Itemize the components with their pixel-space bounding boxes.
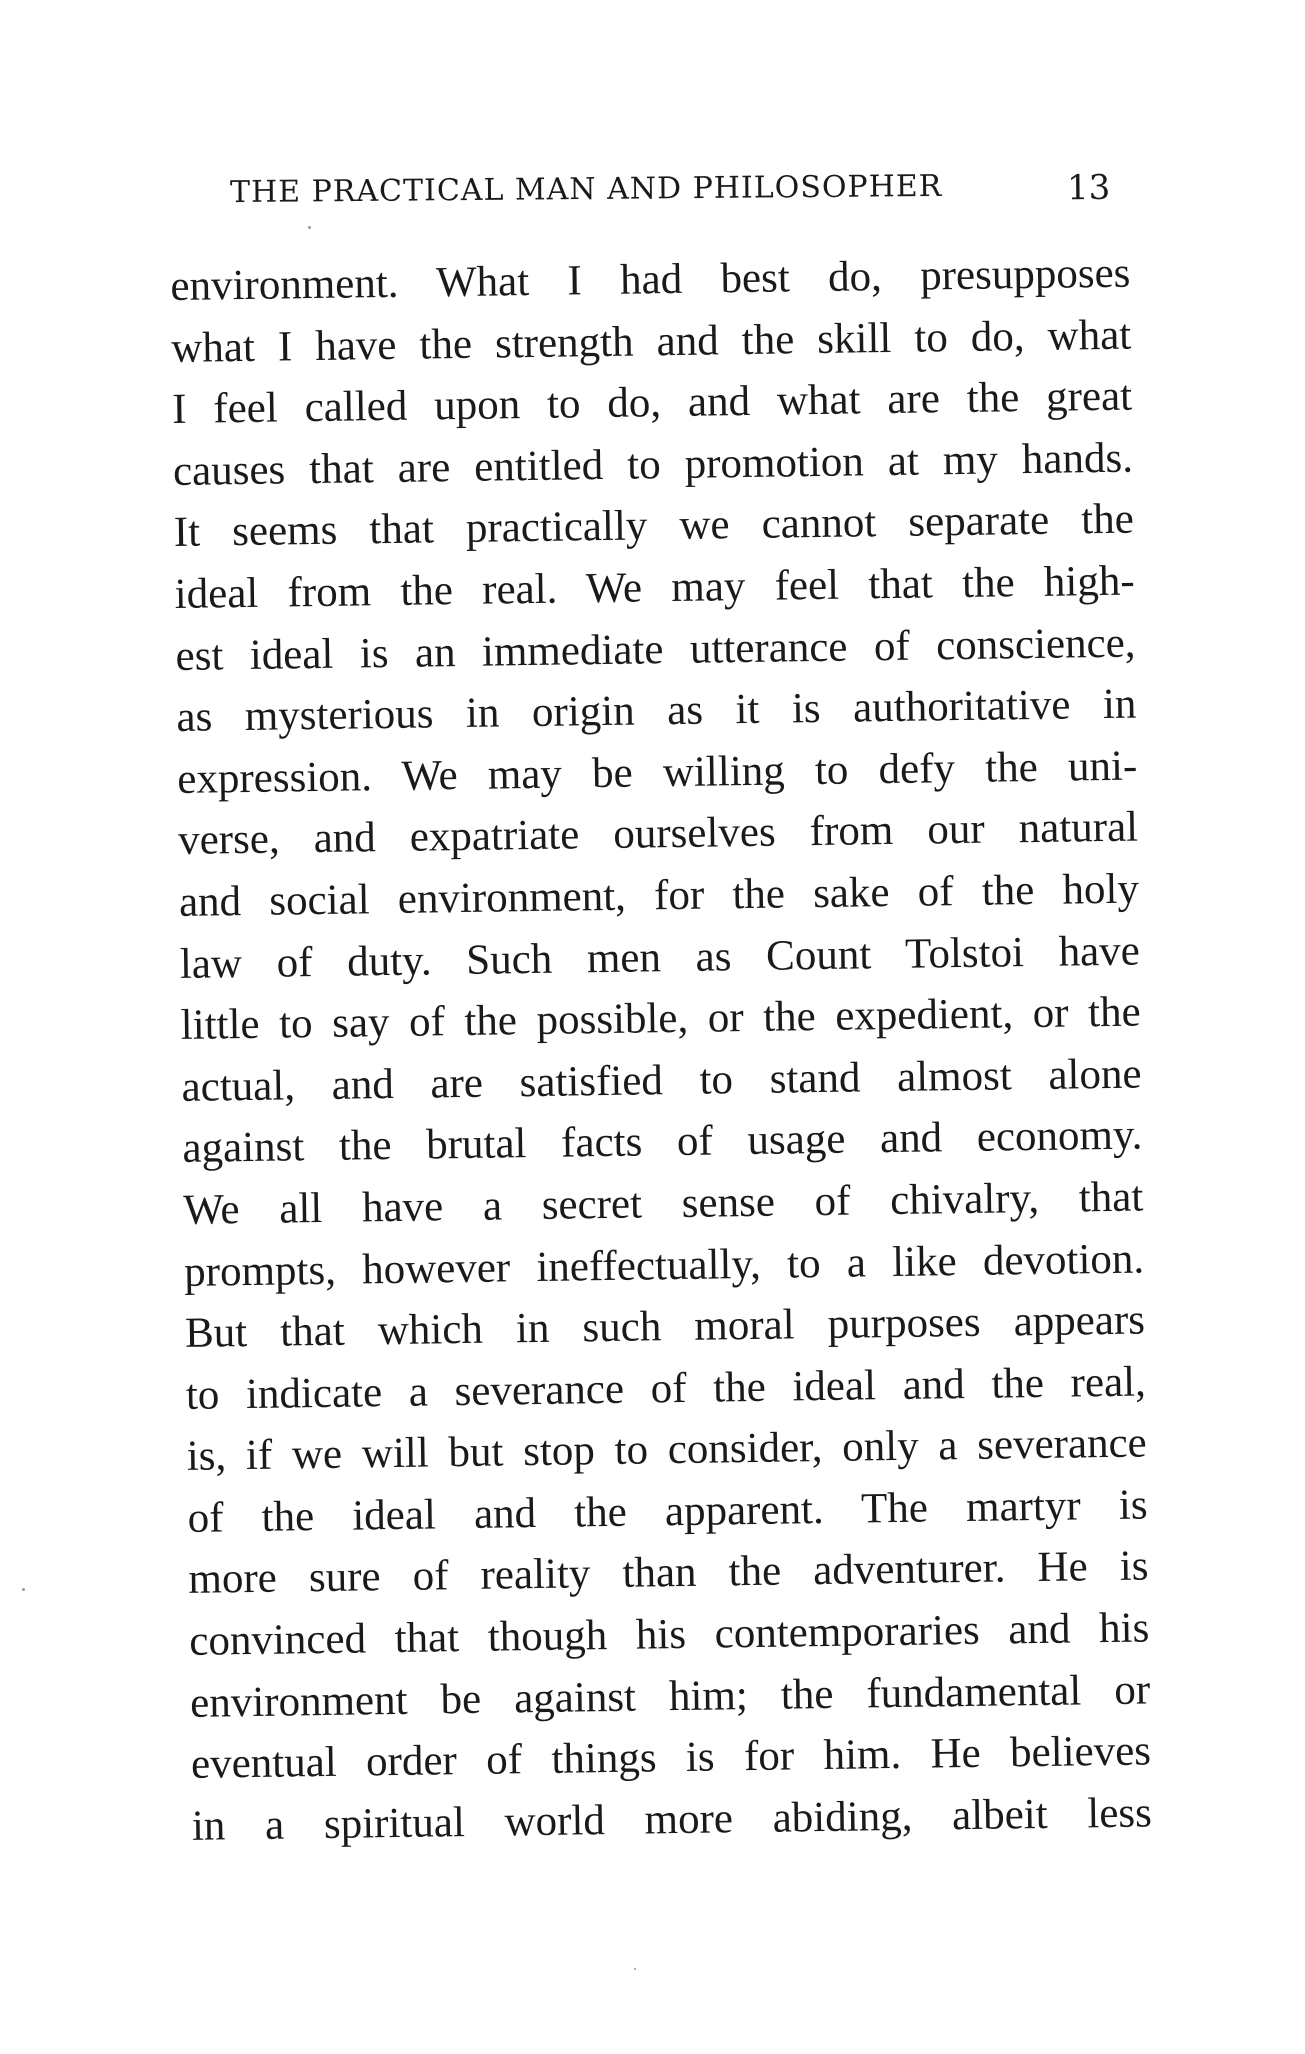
text-line: in a spiritual world more abiding, albeit less xyxy=(191,1789,1153,1850)
text-line: to indicate a severance of the ideal and the real, xyxy=(185,1358,1147,1419)
text-line: law of duty. Such men as Count Tolstoi have xyxy=(179,927,1141,988)
text-line: more sure of reality than the adventurer. He is xyxy=(188,1542,1149,1604)
text-line: environment. What I had best do, presupposes xyxy=(170,249,1131,310)
text-line: expression. We may be willing to defy the uni- xyxy=(176,742,1138,803)
text-line: verse, and expatriate ourselves from our natural xyxy=(177,803,1139,865)
body-text xyxy=(170,243,1152,1858)
text-line: We all have a secret sense of chivalry, that xyxy=(182,1173,1144,1234)
text-line: But that which in such moral purposes appears xyxy=(184,1296,1146,1357)
scan-speck xyxy=(308,226,311,229)
text-line: against the brutal facts of usage and economy. xyxy=(182,1111,1143,1173)
text-line: convinced that though his contemporaries and his xyxy=(189,1604,1150,1665)
text-line: prompts, however ineffectually, to a like devotion. xyxy=(183,1234,1145,1296)
text-line: ideal from the real. We may feel that the high- xyxy=(174,557,1135,618)
text-line: actual, and are satisfied to stand almost alone xyxy=(181,1050,1142,1111)
text-line: is, if we will but stop to consider, only a severance xyxy=(186,1419,1148,1481)
text-line: little to say of the possible, or the expedient, or the xyxy=(180,988,1141,1050)
text-line: of the ideal and the apparent. The martyr is xyxy=(187,1481,1148,1542)
running-head: THE PRACTICAL MAN AND PHILOSOPHER xyxy=(229,168,943,211)
scan-speck xyxy=(22,1588,25,1591)
text-line: causes that are entitled to promotion at my hands. xyxy=(172,434,1134,495)
text-line: est ideal is an immediate utterance of conscience, xyxy=(175,619,1136,680)
text-line: It seems that practically we cannot separate the xyxy=(173,495,1135,557)
text-line: what I have the strength and the skill to do, what xyxy=(170,311,1132,372)
text-line: and social environment, for the sake of the holy xyxy=(178,865,1140,926)
scan-speck xyxy=(634,1968,636,1970)
text-line: eventual order of things is for him. He believes xyxy=(190,1727,1152,1789)
page-number: 13 xyxy=(1066,167,1111,209)
page-header xyxy=(230,168,1110,218)
text-line: I feel called upon to do, and what are the great xyxy=(171,372,1133,434)
text-line: environment be against him; the fundamental or xyxy=(189,1666,1151,1727)
text-line: as mysterious in origin as it is authoritative in xyxy=(176,680,1137,742)
